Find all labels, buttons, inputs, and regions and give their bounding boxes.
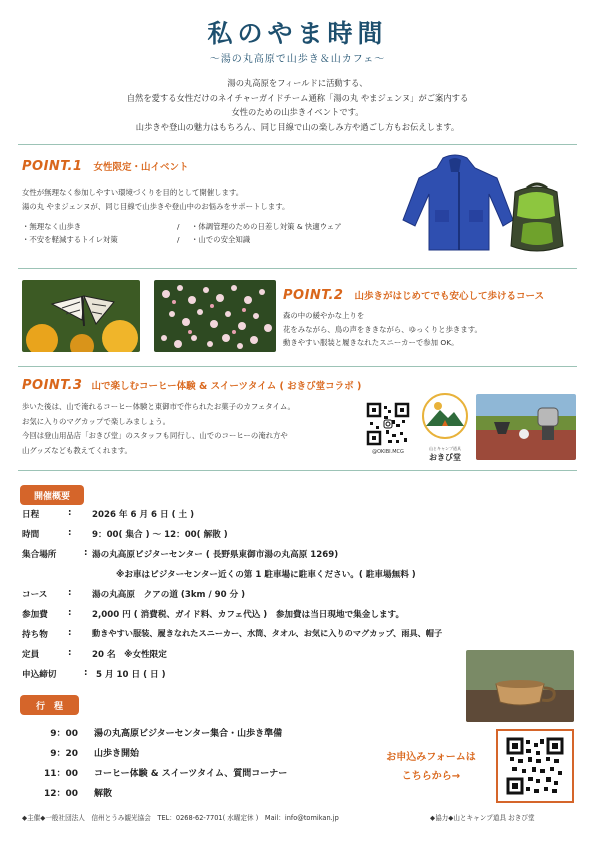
overview-value: 9：00( 集合 ) 〜 12：00( 解散 )	[92, 530, 228, 540]
apply-qr-code[interactable]	[506, 737, 564, 795]
point3-body-line: 山グッズなども教えてくれます。	[22, 445, 132, 455]
overview-sep: :	[68, 508, 72, 518]
schedule-list	[22, 726, 362, 806]
overview-label: 持ち物	[22, 630, 48, 640]
overview-sep: :	[84, 548, 88, 558]
divider	[18, 144, 577, 145]
logo-small-text: 山とキャンプ道具	[429, 446, 461, 451]
apply-line: お申込みフォームは	[386, 752, 476, 763]
overview-row	[22, 528, 582, 548]
bullet-separator: /	[177, 222, 180, 231]
point1-body-line: 女性が無理なく参加しやすい環境づくりを目的として開催します。	[22, 188, 244, 197]
intro-line: 自然を愛する女性だけのネイチャーガイドチーム通称「湯の丸 やまジェンヌ」がご案内する	[126, 92, 469, 103]
overview-label: 定員	[22, 650, 40, 660]
point1-heading	[22, 155, 189, 174]
schedule-time: 12：00	[43, 789, 78, 799]
overview-label: コース	[22, 590, 48, 600]
point2-heading	[283, 284, 544, 303]
point3-label: POINT.3	[22, 378, 83, 393]
overview-row	[22, 608, 582, 628]
point2-title: 山歩きがはじめてでも安心して歩けるコース	[354, 291, 545, 302]
overview-row	[22, 588, 582, 608]
point2-body-line: 花をみながら、鳥の声をききながら、ゆっくりと歩きます。	[283, 324, 482, 334]
bullet-item: ・不安を軽減するトイレ対策	[22, 235, 118, 244]
overview-label: 参加費	[22, 610, 48, 620]
overview-label: 時間	[22, 530, 40, 540]
point2-body-line: 森の中の緩やかな上りを	[283, 311, 365, 320]
coffee-photo	[476, 394, 576, 460]
instagram-handle: @OKIBI.MCG	[372, 449, 404, 455]
schedule-text: コーヒー体験 & スイーツタイム、質問コーナー	[94, 769, 288, 779]
point3-body-line: 今回は登山用品店「おきび堂」のスタッフも同行し、山でのコーヒーの淹れ方や	[22, 431, 288, 440]
mug-photo	[466, 650, 574, 722]
overview-sep: :	[68, 648, 72, 658]
divider	[18, 470, 577, 471]
divider	[18, 268, 577, 269]
point1-bullets	[22, 220, 382, 246]
intro-line: 山歩きや登山の魅力はもちろん、同じ目線で山の楽しみ方や過ごし方もお伝えします。	[135, 121, 460, 132]
page-subtitle: 〜湯の丸高原で山歩き＆山カフェ〜	[209, 54, 386, 65]
apply-text[interactable]	[372, 748, 490, 786]
schedule-text: 湯の丸高原ビジターセンター集合・山歩き準備	[94, 729, 283, 739]
overview-sep: :	[68, 628, 72, 638]
overview-label: 日程	[22, 510, 40, 520]
point3-body-line: お気に入りのマグカップで楽しみましょう。	[22, 416, 170, 426]
overview-value: ※お車はビジターセンター近くの第 1 駐車場に駐車ください。( 駐車場無料 )	[116, 570, 416, 580]
okibido-logo	[418, 392, 472, 452]
schedule-time: 9：00	[50, 729, 78, 739]
logo-text: おきび堂	[429, 453, 461, 462]
schedule-item	[22, 726, 362, 746]
apply-qr-frame[interactable]	[496, 729, 574, 803]
flowers-photo	[154, 280, 276, 352]
footer-cooperation: ◆協力◆山とキャンプ道具 おきび堂	[430, 814, 535, 822]
schedule-time: 11：00	[43, 769, 78, 779]
point3-body-line: 歩いた後は、山で淹れるコーヒー体験と東御市で作られたお菓子のカフェタイム。	[22, 402, 295, 411]
overview-value: 湯の丸高原 クアの道 (3km / 90 分 )	[92, 590, 246, 600]
overview-row	[22, 508, 582, 528]
schedule-item	[22, 766, 362, 786]
overview-sep: :	[68, 608, 72, 618]
divider	[18, 366, 577, 367]
bullet-separator: /	[177, 235, 180, 244]
point2-body-line: 動きやすい服装と履きなれたスニーカーで参加 OK。	[283, 338, 459, 347]
butterfly-photo	[22, 280, 140, 352]
overview-badge: 開催概要	[20, 485, 84, 505]
point2-body	[283, 309, 578, 350]
overview-label	[22, 568, 116, 588]
overview-row	[22, 568, 582, 588]
jacket-backpack-photo	[385, 150, 580, 262]
schedule-text: 解散	[94, 789, 113, 799]
overview-value: 5 月 10 日 ( 日 )	[96, 670, 166, 680]
instagram-qr-code[interactable]	[366, 402, 410, 446]
overview-row	[22, 628, 582, 648]
intro-line: 湯の丸高原をフィールドに活動する、	[227, 78, 368, 88]
overview-value: 2026 年 6 月 6 日 ( 土 )	[92, 510, 195, 520]
point3-heading	[22, 374, 361, 393]
overview-value: 2,000 円 ( 消費税、ガイド料、カフェ代込 ) 参加費は当日現地で集金します。	[92, 610, 405, 620]
schedule-text: 山歩き開始	[94, 749, 140, 759]
overview-label: 集合場所	[22, 550, 57, 560]
page-title: 私のやま時間	[207, 19, 388, 48]
point1-title: 女性限定・山イベント	[93, 162, 189, 173]
intro-line: 女性のための山歩きイベントです。	[231, 107, 364, 117]
overview-label: 申込締切	[22, 670, 57, 680]
overview-value: 20 名 ※女性限定	[92, 650, 167, 660]
bullet-item: ・無理なく山歩き	[22, 222, 82, 231]
point3-body	[22, 400, 362, 458]
point2-label: POINT.2	[283, 288, 344, 303]
overview-value: 動きやすい服装、履きなれたスニーカー、水筒、タオル、お気に入りのマグカップ、雨具、帽子	[92, 628, 443, 638]
overview-row	[22, 548, 582, 568]
overview-sep: :	[68, 588, 72, 598]
point1-body-line: 湯の丸 やまジェンヌが、同じ目線で山歩きや登山中のお悩みをサポートします。	[22, 201, 290, 211]
bullet-item: ・体調管理のための日差し対策 & 快適ウェア	[191, 222, 342, 231]
apply-line: こちらから→	[401, 771, 461, 782]
schedule-item	[22, 746, 362, 766]
point3-title: 山で楽しむコーヒー体験 & スイーツタイム ( おきび堂コラボ )	[91, 381, 362, 392]
footer-organizer: ◆主催◆一般社団法人 信州とうみ観光協会 TEL：0268-62-7701( 水曜定休 ) Mail：info@tomikan.jp	[22, 814, 339, 822]
bullet-item: ・山での安全知識	[191, 235, 251, 244]
schedule-time: 9：20	[50, 749, 78, 759]
point1-label: POINT.1	[22, 159, 83, 174]
schedule-badge: 行 程	[20, 695, 79, 715]
overview-value: 湯の丸高原ビジターセンター ( 長野県東御市湯の丸高原 1269)	[92, 550, 339, 560]
overview-sep: :	[68, 528, 72, 538]
schedule-item	[22, 786, 362, 806]
point1-body	[22, 186, 382, 213]
intro-text	[0, 76, 595, 134]
overview-sep: :	[84, 668, 88, 678]
